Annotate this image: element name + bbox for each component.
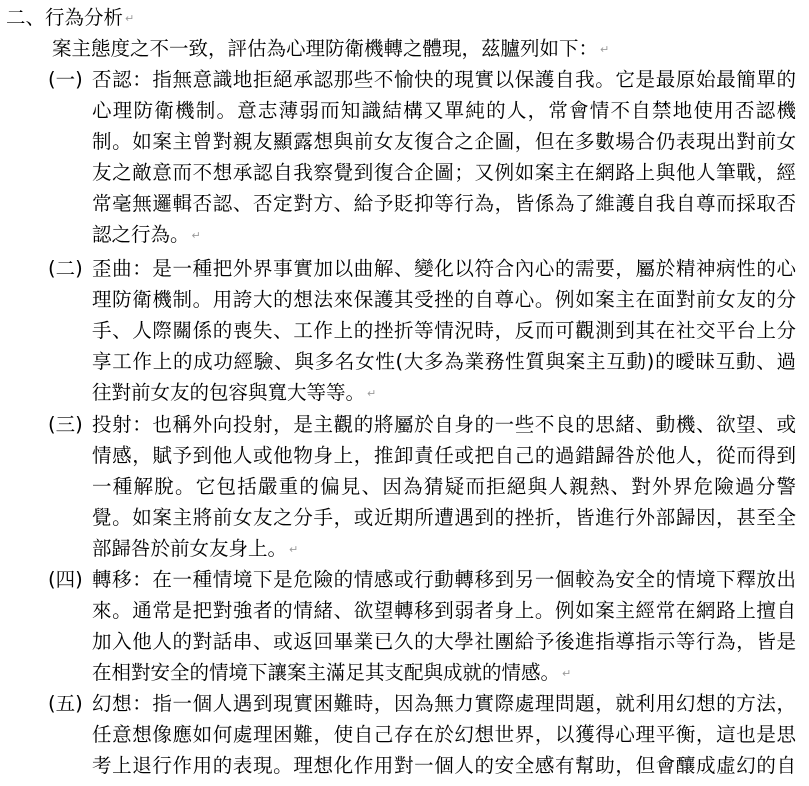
text-line: 享工作上的成功經驗、與多名女性(大多為業務性質與案主互動)的曖昧互動、過 [92, 350, 796, 373]
paragraph-mark-icon: ↵ [367, 387, 377, 400]
section-heading [6, 2, 134, 34]
list-item-body [92, 564, 796, 688]
text-line: 否認：指無意識地拒絕承認那些不愉快的現實以保護自我。它是最原始最簡單的 [92, 68, 796, 91]
section-intro-text: 案主態度之不一致，評估為心理防衛機轉之體現，茲臚列如下： [52, 37, 599, 60]
section-heading-text: 二、行為分析 [6, 6, 124, 29]
section-intro [52, 33, 609, 65]
paragraph-mark-icon: ↵ [562, 667, 572, 680]
text-line: 幻想：指一個人遇到現實困難時，因為無力實際處理問題，就利用幻想的方法， [92, 692, 796, 715]
text-line: 制。如案主曾對親友顯露想與前女友復合之企圖，但在多數場合仍表現出對前女 [92, 130, 796, 153]
text-line: 情感，賦予到他人或他物身上，推卸責任或把自己的過錯歸咎於他人，從而得到 [92, 444, 796, 467]
text-line: 友之敵意而不想承認自我察覺到復合企圖；又例如案主在網路上與他人筆戰，經 [92, 161, 796, 184]
text-line: 轉移：在一種情境下是危險的情感或行動轉移到另一個較為安全的情境下釋放出 [92, 568, 796, 591]
list-item-body [92, 64, 796, 250]
list-item-number: (三) [48, 413, 83, 436]
text-line-content: 在相對安全的情境下讓案主滿足其支配與成就的情感。 [92, 661, 561, 684]
paragraph-mark-icon: ↵ [289, 543, 299, 556]
paragraph-mark-icon: ↵ [600, 43, 610, 56]
text-line-last [92, 657, 796, 688]
text-line-content: 認之行為。 [92, 223, 190, 246]
list-item-number: (四) [48, 568, 83, 591]
list-item-number: (二) [48, 257, 83, 280]
text-line: 考上退行作用的表現。理想化作用對一個人的安全感有幫助，但會釀成虛幻的自 [92, 754, 796, 777]
text-line: 投射：也稱外向投射，是主觀的將屬於自身的一些不良的思緒、動機、欲望、或 [92, 413, 796, 436]
text-line: 手、人際關係的喪失、工作上的挫折等情況時，反而可觀測到其在社交平台上分 [92, 319, 796, 342]
text-line: 一種解脫。它包括嚴重的偏見、因為猜疑而拒絕與人親熱、對外界危險過分警 [92, 475, 796, 498]
list-item-body [92, 688, 796, 781]
text-line-last [92, 219, 796, 250]
text-line: 覺。如案主將前女友之分手，或近期所遭遇到的挫折，皆進行外部歸因，甚至全 [92, 506, 796, 529]
text-line: 心理防衛機制。意志薄弱而知識結構又單純的人，常會情不自禁地使用否認機 [92, 99, 796, 122]
text-line-last [92, 377, 796, 408]
text-line-content: 往對前女友的包容與寬大等等。 [92, 381, 366, 404]
text-line: 常毫無邏輯否認、否定對方、給予貶抑等行為，皆係為了維護自我自尊而採取否 [92, 192, 796, 215]
text-line: 任意想像應如何處理困難，使自己存在於幻想世界，以獲得心理平衡，這也是思 [92, 723, 796, 746]
text-line-last [92, 533, 796, 564]
text-line-content: 部歸咎於前女友身上。 [92, 537, 288, 560]
text-line: 來。通常是把對強者的情緒、欲望轉移到弱者身上。例如案主經常在網路上擅自 [92, 599, 796, 622]
text-line: 加入他人的對話串、或返回畢業已久的大學社團給予後進指導指示等行為，皆是 [92, 630, 796, 653]
list-item-number: (一) [48, 68, 83, 91]
text-line: 歪曲：是一種把外界事實加以曲解、變化以符合內心的需要，屬於精神病性的心 [92, 257, 796, 280]
list-item-body [92, 253, 796, 408]
list-item-body [92, 409, 796, 564]
paragraph-mark-icon: ↵ [191, 229, 201, 242]
list-item-number: (五) [48, 692, 83, 715]
text-line: 理防衛機制。用誇大的想法來保護其受挫的自尊心。例如案主在面對前女友的分 [92, 288, 796, 311]
paragraph-mark-icon: ↵ [125, 12, 135, 25]
